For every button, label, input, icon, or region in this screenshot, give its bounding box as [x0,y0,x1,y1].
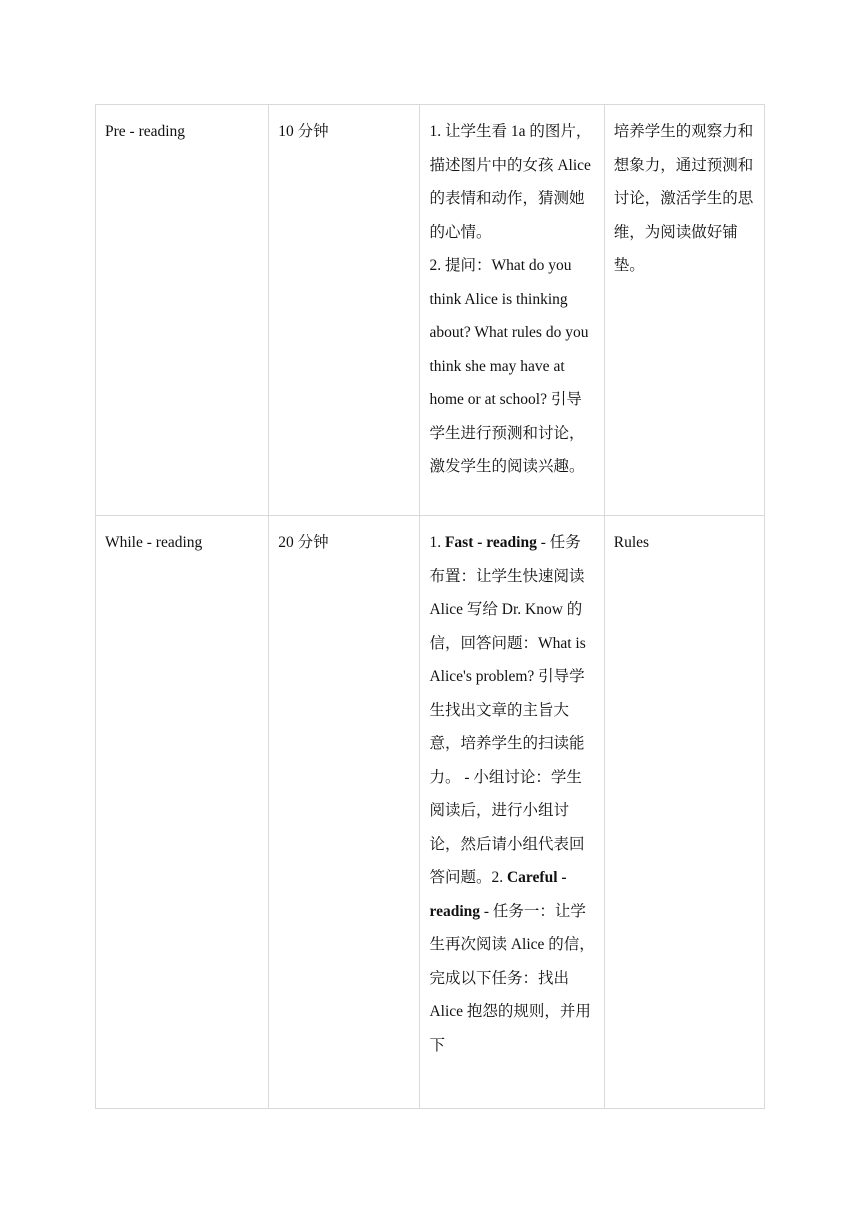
purpose-text: 培养学生的观察力和想象力，通过预测和讨论，激活学生的思维，为阅读做好铺垫。 [613,123,754,274]
time-cell [269,516,420,1109]
fast-reading-heading: Fast - reading [444,534,537,551]
table-row [96,105,765,516]
activity-paragraph-1: 1. 让学生看 1a 的图片，描述图片中的女孩 Alice 的表情和动作，猜测她的心情。 [429,123,592,241]
purpose-cell [604,516,764,1109]
activity-paragraph-2: 2. 提问：What do you think Alice is thinking about? What rules do you think she may have at home or at school? 引导学生进行预测和讨论，激发学生的阅读兴趣。 [429,257,589,475]
purpose-text: Rules [613,534,650,551]
stage-text: Pre - reading [105,123,186,140]
careful-reading-heading: Careful - reading [429,869,567,920]
activity-text-2: - 任务一：让学生再次阅读 Alice 的信，完成以下任务：找出 Alice 抱怨的规则，并用下 [429,902,595,1054]
table-row [96,516,765,1109]
stage-text: While - reading [105,534,203,551]
time-text: 20 分钟 [278,534,329,551]
purpose-cell [604,105,764,516]
time-text: 10 分钟 [278,123,329,140]
activity-cell [420,105,604,516]
stage-cell [96,105,269,516]
lesson-plan-table [95,104,765,1109]
time-cell [269,105,420,516]
activity-prefix-1: 1. [429,534,445,551]
activity-text-1: - 任务布置：让学生快速阅读 Alice 写给 Dr. Know 的信，回答问题：What is Alice's problem? 引导学生找出文章的主旨大意，培养学生的扫读能力。 - 小组讨论：学生阅读后，进行小组讨论，然后请小组代表回答问题。2. [429,534,586,886]
stage-cell [96,516,269,1109]
activity-cell [420,516,604,1109]
